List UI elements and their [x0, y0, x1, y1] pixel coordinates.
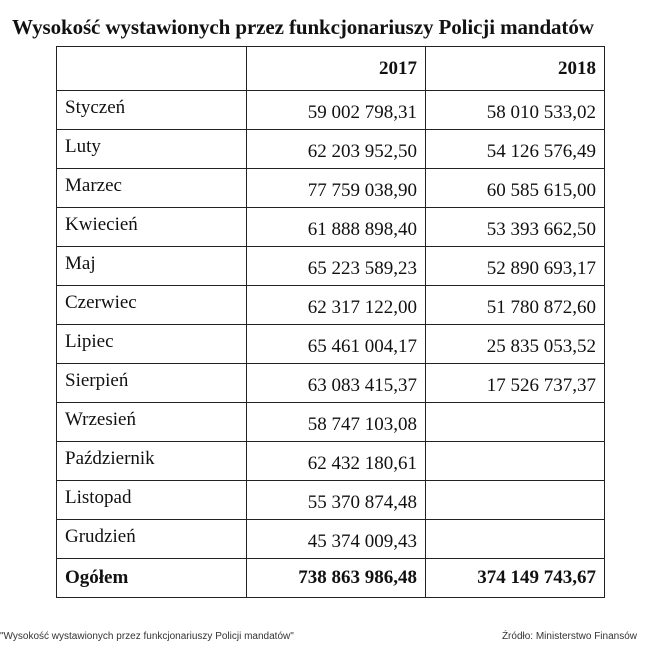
total-2017: 738 863 986,48 [247, 559, 426, 598]
table-row [57, 247, 605, 286]
table-row [57, 130, 605, 169]
value-2018-cell [426, 481, 605, 520]
month-cell: Grudzień [57, 520, 247, 559]
table-row [57, 403, 605, 442]
header-2018: 2018 [426, 47, 605, 91]
fines-table [56, 46, 605, 598]
value-2018-cell: 17 526 737,37 [426, 364, 605, 403]
value-2018-cell: 54 126 576,49 [426, 130, 605, 169]
table-row [57, 169, 605, 208]
value-2018-cell: 60 585 615,00 [426, 169, 605, 208]
header-empty-cell [57, 47, 247, 91]
table-row [57, 286, 605, 325]
month-cell: Sierpień [57, 364, 247, 403]
table-header-row [57, 47, 605, 91]
month-cell: Listopad [57, 481, 247, 520]
value-2017-cell: 58 747 103,08 [247, 403, 426, 442]
month-cell: Marzec [57, 169, 247, 208]
month-cell: Luty [57, 130, 247, 169]
source-note: Źródło: Ministerstwo Finansów [501, 631, 637, 642]
value-2018-cell: 58 010 533,02 [426, 91, 605, 130]
table-row [57, 481, 605, 520]
value-2018-cell [426, 403, 605, 442]
value-2017-cell: 63 083 415,37 [247, 364, 426, 403]
value-2017-cell: 62 432 180,61 [247, 442, 426, 481]
image-caption: "Wysokość wystawionych przez funkcjonariuszy Policji mandatów" [0, 631, 294, 642]
value-2017-cell: 62 317 122,00 [247, 286, 426, 325]
total-row [57, 559, 605, 598]
value-2017-cell: 77 759 038,90 [247, 169, 426, 208]
table-row [57, 364, 605, 403]
value-2018-cell: 51 780 872,60 [426, 286, 605, 325]
value-2018-cell [426, 520, 605, 559]
value-2017-cell: 61 888 898,40 [247, 208, 426, 247]
value-2018-cell: 25 835 053,52 [426, 325, 605, 364]
table-row [57, 91, 605, 130]
table-row [57, 325, 605, 364]
month-cell: Październik [57, 442, 247, 481]
table-row [57, 208, 605, 247]
month-cell: Styczeń [57, 91, 247, 130]
table-row [57, 520, 605, 559]
header-2017: 2017 [247, 47, 426, 91]
month-cell: Wrzesień [57, 403, 247, 442]
value-2017-cell: 65 223 589,23 [247, 247, 426, 286]
value-2017-cell: 59 002 798,31 [247, 91, 426, 130]
value-2017-cell: 45 374 009,43 [247, 520, 426, 559]
page-title: Wysokość wystawionych przez funkcjonariuszy Policji mandatów [12, 15, 594, 39]
value-2018-cell: 52 890 693,17 [426, 247, 605, 286]
value-2017-cell: 62 203 952,50 [247, 130, 426, 169]
total-2018: 374 149 743,67 [426, 559, 605, 598]
month-cell: Kwiecień [57, 208, 247, 247]
value-2018-cell [426, 442, 605, 481]
value-2018-cell: 53 393 662,50 [426, 208, 605, 247]
month-cell: Lipiec [57, 325, 247, 364]
total-label: Ogółem [57, 559, 247, 598]
value-2017-cell: 65 461 004,17 [247, 325, 426, 364]
table-row [57, 442, 605, 481]
month-cell: Maj [57, 247, 247, 286]
value-2017-cell: 55 370 874,48 [247, 481, 426, 520]
month-cell: Czerwiec [57, 286, 247, 325]
